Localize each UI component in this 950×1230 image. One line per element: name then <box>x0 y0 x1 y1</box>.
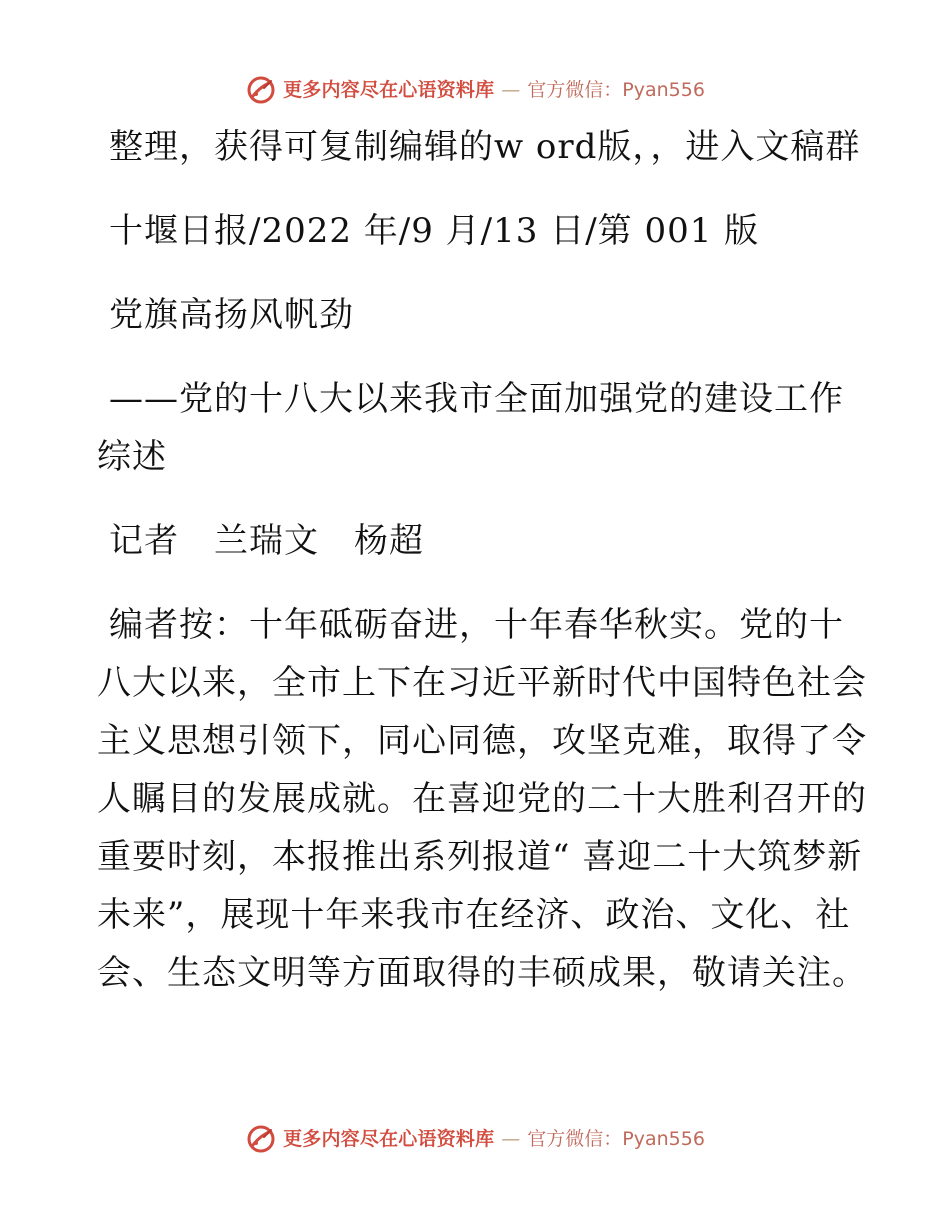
intro-paragraph: 整理，获得可复制编辑的w ord版，，进入文稿群 <box>109 127 861 167</box>
editor-note: 编者按：十年砥砺奋进，十年春华秋实。党的十八大以来，全市上下在习近平新时代中国特色社会主义思想引领下，同心同德，攻坚克难，取得了令人瞩目的发展成就。在喜迎党的二十大胜利召开的重要时刻，本报推出系列报道“ 喜迎二十大筑梦新未来”，展现十年来我市在经济、政治、文化、社会、生态文明等方面取得的丰硕成果，敬请关注。 <box>97 605 867 993</box>
watermark-separator: — <box>501 79 521 101</box>
byline: 记者 兰瑞文 杨超 <box>109 521 424 561</box>
paragraph-gap <box>97 486 877 512</box>
watermark-header <box>0 70 950 110</box>
watermark-wechat-text: 官方微信：Pyan556 <box>527 79 705 101</box>
watermark-separator: — <box>501 1128 521 1150</box>
watermark-brand-text: 更多内容尽在心语资料库 <box>283 79 495 101</box>
source-line: 十堰日报/2022 年/9 月/13 日/第 001 版 <box>109 211 760 251</box>
paragraph-gap <box>97 570 877 596</box>
watermark-footer <box>0 1119 950 1159</box>
watermark-wechat-text: 官方微信：Pyan556 <box>527 1128 705 1150</box>
pen-brush-circle-icon <box>245 1123 277 1155</box>
paragraph-gap <box>97 344 877 370</box>
pen-brush-circle-icon <box>245 74 277 106</box>
document-body <box>97 118 877 1002</box>
paragraph-gap <box>97 260 877 286</box>
paragraph-gap <box>97 176 877 202</box>
article-title: 党旗高扬风帆劲 <box>109 295 354 335</box>
watermark-brand-text: 更多内容尽在心语资料库 <box>283 1128 495 1150</box>
article-subtitle: ——党的十八大以来我市全面加强党的建设工作综述 <box>97 379 844 477</box>
